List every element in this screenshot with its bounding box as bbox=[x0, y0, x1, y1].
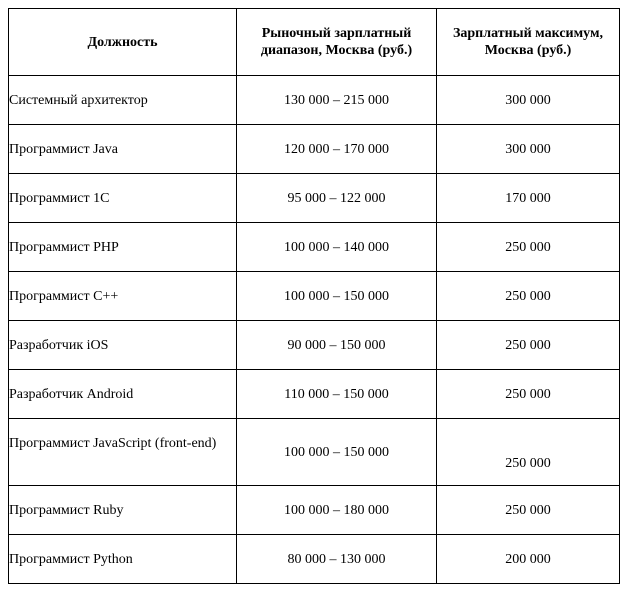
position-cell: Разработчик Android bbox=[9, 370, 237, 419]
max-cell: 250 000 bbox=[437, 321, 620, 370]
table-row bbox=[9, 272, 620, 321]
position-cell: Программист PHP bbox=[9, 223, 237, 272]
position-cell: Системный архитектор bbox=[9, 76, 237, 125]
range-cell: 100 000 – 180 000 bbox=[237, 486, 437, 535]
header-salary-range-label: Рыночный зарплатный диапазон, Москва (руб.) bbox=[260, 26, 413, 58]
max-cell: 200 000 bbox=[437, 535, 620, 584]
max-cell: 300 000 bbox=[437, 125, 620, 174]
range-cell: 90 000 – 150 000 bbox=[237, 321, 437, 370]
range-cell: 100 000 – 140 000 bbox=[237, 223, 437, 272]
position-cell: Программист JavaScript (front-end) bbox=[9, 419, 237, 486]
max-cell: 170 000 bbox=[437, 174, 620, 223]
header-position-label: Должность bbox=[87, 34, 158, 50]
table-row bbox=[9, 223, 620, 272]
table-row bbox=[9, 125, 620, 174]
max-cell: 300 000 bbox=[437, 76, 620, 125]
header-salary-max bbox=[437, 9, 620, 76]
table-header bbox=[9, 9, 620, 76]
position-cell: Программист Ruby bbox=[9, 486, 237, 535]
range-cell: 100 000 – 150 000 bbox=[237, 272, 437, 321]
table-row bbox=[9, 321, 620, 370]
table-row bbox=[9, 419, 620, 486]
range-cell: 100 000 – 150 000 bbox=[237, 419, 437, 486]
header-salary-range bbox=[237, 9, 437, 76]
header-position bbox=[9, 9, 237, 76]
table-row bbox=[9, 76, 620, 125]
max-cell: 250 000 bbox=[437, 486, 620, 535]
position-cell: Программист 1С bbox=[9, 174, 237, 223]
position-cell: Программист Python bbox=[9, 535, 237, 584]
max-cell: 250 000 bbox=[437, 419, 620, 486]
table-body bbox=[9, 76, 620, 584]
range-cell: 80 000 – 130 000 bbox=[237, 535, 437, 584]
header-row bbox=[9, 9, 620, 76]
range-cell: 120 000 – 170 000 bbox=[237, 125, 437, 174]
range-cell: 110 000 – 150 000 bbox=[237, 370, 437, 419]
position-cell: Разработчик iOS bbox=[9, 321, 237, 370]
table-row bbox=[9, 174, 620, 223]
table-row bbox=[9, 370, 620, 419]
salary-table bbox=[8, 8, 620, 584]
range-cell: 130 000 – 215 000 bbox=[237, 76, 437, 125]
table-row bbox=[9, 535, 620, 584]
max-cell: 250 000 bbox=[437, 223, 620, 272]
position-cell: Программист С++ bbox=[9, 272, 237, 321]
range-cell: 95 000 – 122 000 bbox=[237, 174, 437, 223]
position-cell: Программист Java bbox=[9, 125, 237, 174]
max-cell: 250 000 bbox=[437, 370, 620, 419]
max-cell: 250 000 bbox=[437, 272, 620, 321]
header-salary-max-label: Зарплатный максимум, Москва (руб.) bbox=[452, 26, 603, 58]
table-row bbox=[9, 486, 620, 535]
